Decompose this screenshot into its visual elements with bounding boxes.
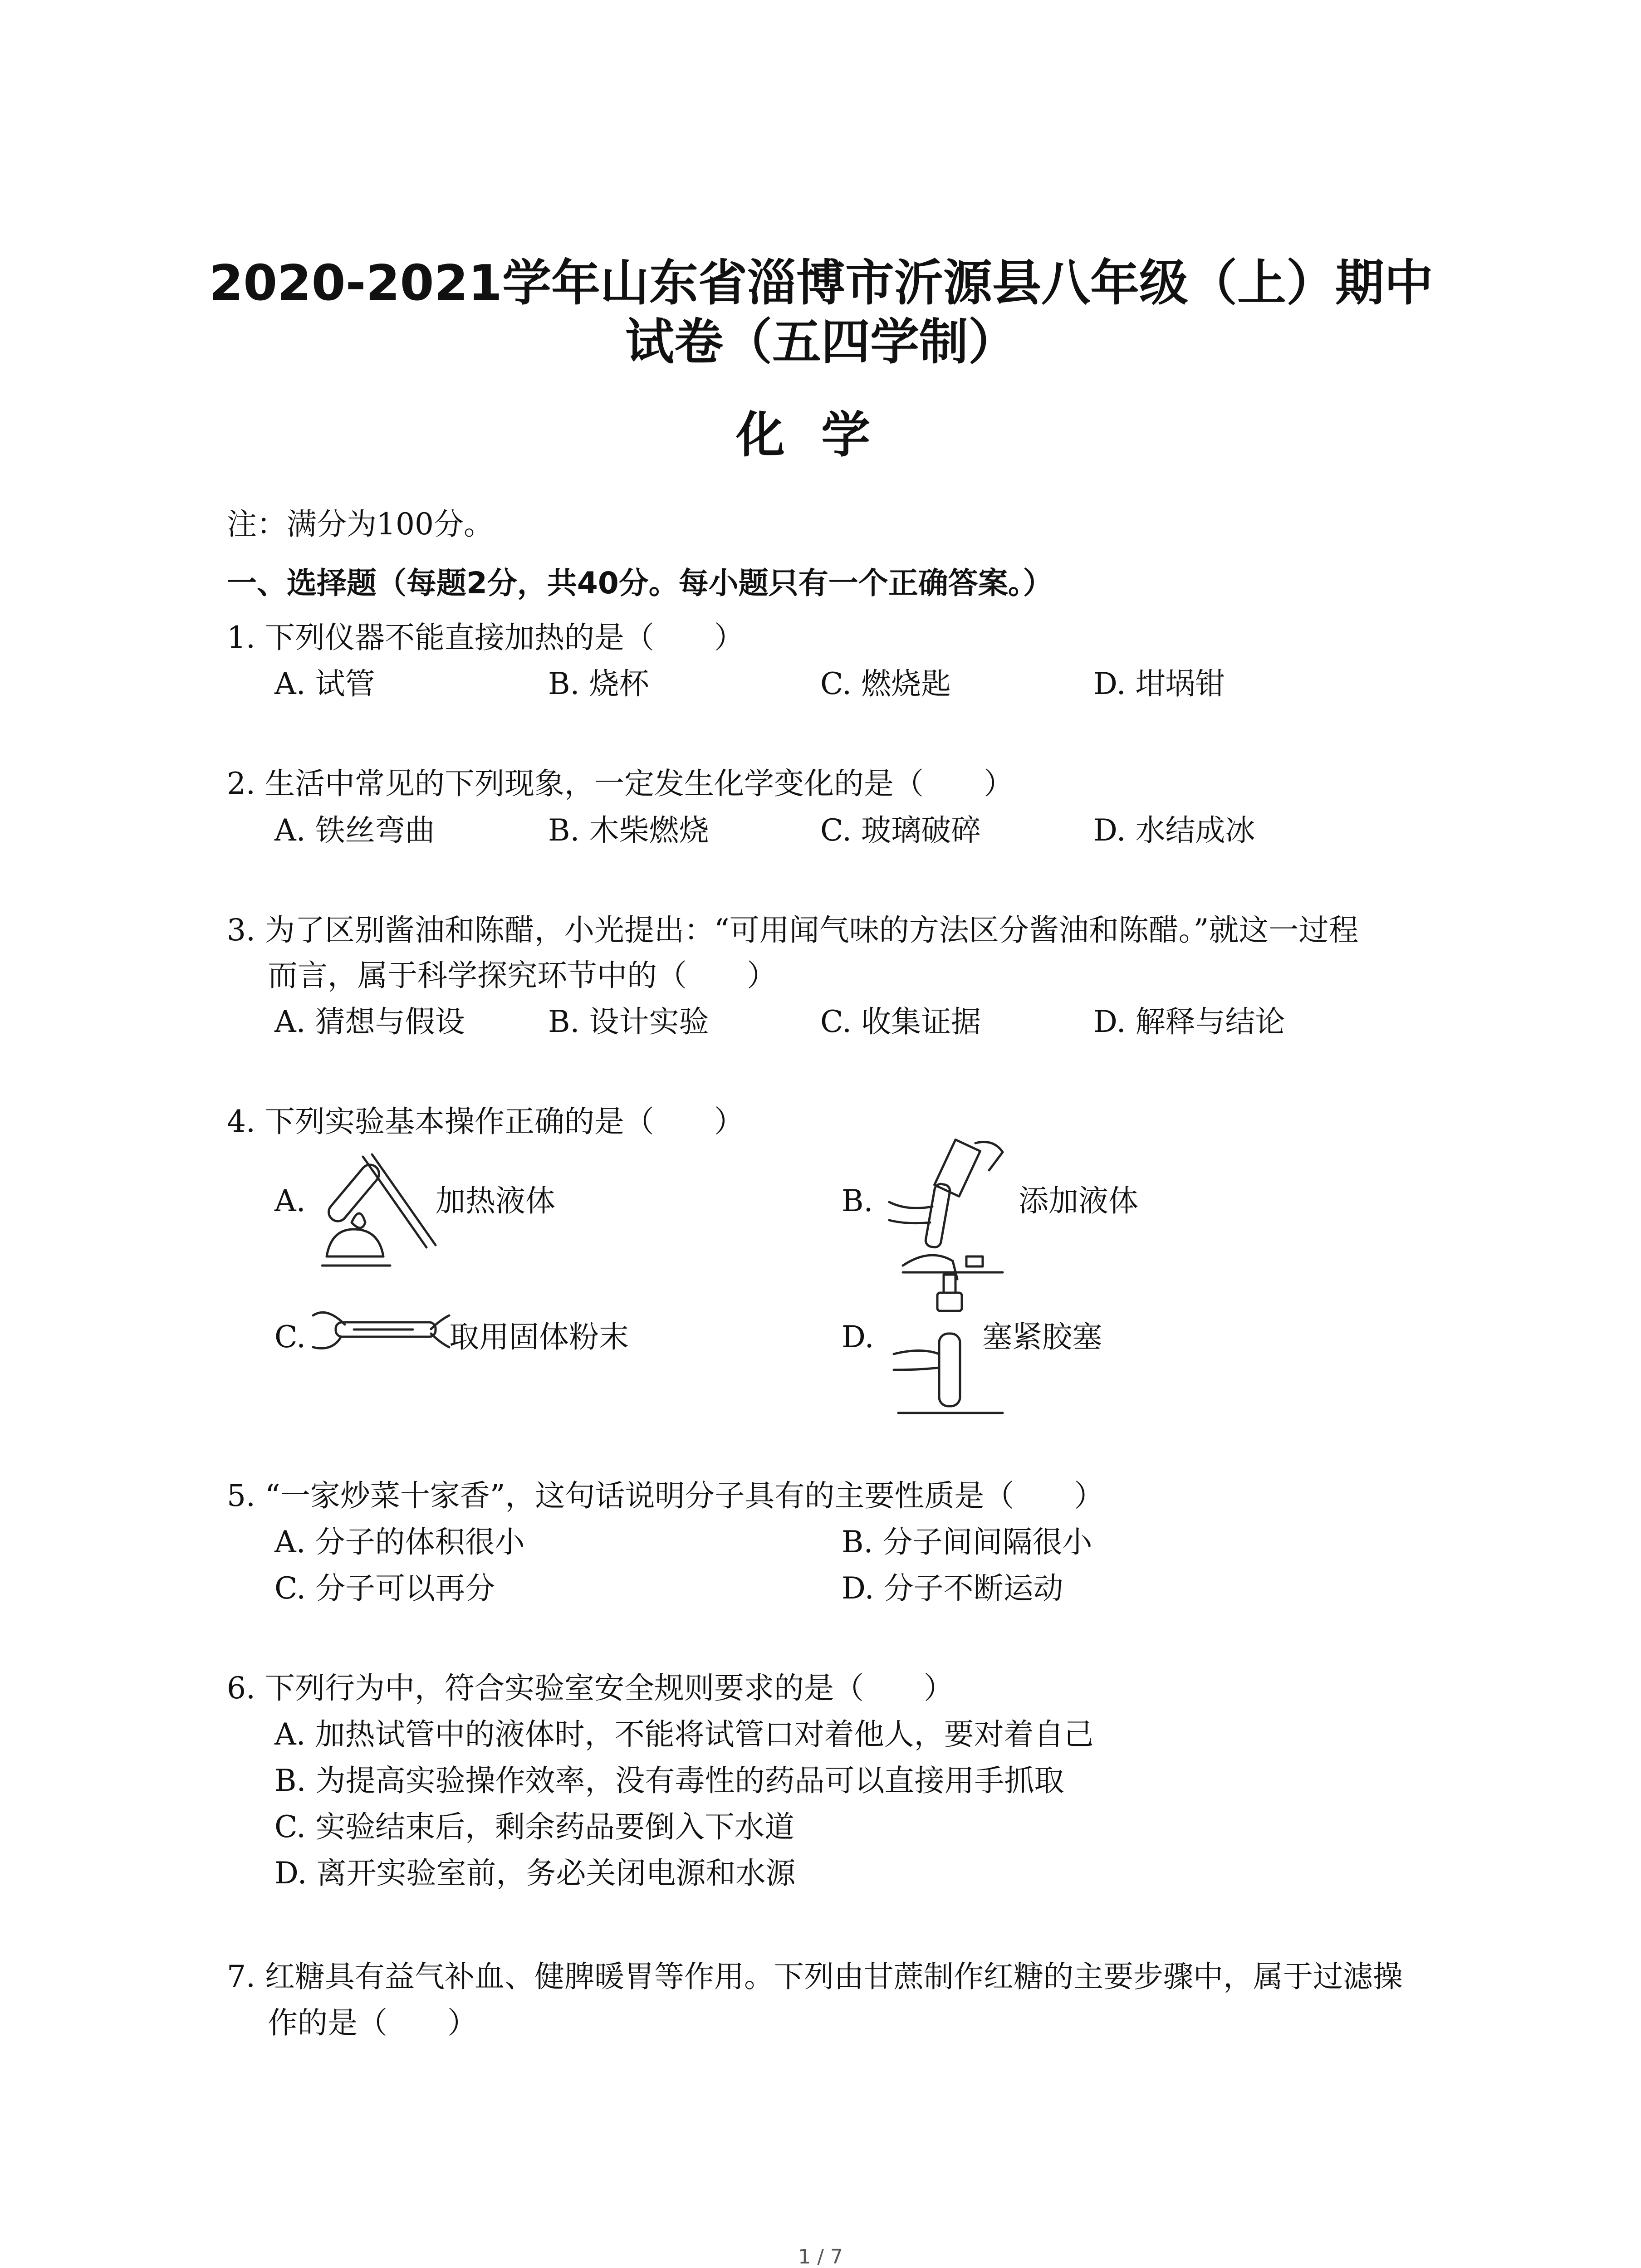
- question-2-option-a: A. 铁丝弯曲: [274, 813, 435, 848]
- question-6-option-a: A. 加热试管中的液体时，不能将试管口对着他人，要对着自己: [274, 1717, 1094, 1752]
- question-2-option-b: B. 木柴燃烧: [548, 813, 709, 848]
- question-2-option-d: D. 水结成冰: [1093, 813, 1255, 848]
- question-5-option-a: A. 分子的体积很小: [274, 1525, 525, 1559]
- heating-liquid-figure: [309, 1143, 445, 1275]
- question-4-option-b-label: 添加液体: [1019, 1183, 1138, 1218]
- question-4-option-d-label: 塞紧胶塞: [982, 1320, 1102, 1354]
- question-3-stem-line2: 而言，属于科学探究环节中的（ ）: [268, 958, 777, 993]
- question-6-option-c: C. 实验结束后，剩余药品要倒入下水道: [274, 1809, 795, 1844]
- question-4-option-c-letter: C.: [274, 1320, 306, 1354]
- question-3-stem-line1: 3. 为了区别酱油和陈醋，小光提出：“可用闻气味的方法区分酱油和陈醋。”就这一过程: [227, 913, 1359, 948]
- question-4-stem: 4. 下列实验基本操作正确的是（ ）: [227, 1104, 744, 1139]
- question-5-option-d: D. 分子不断运动: [842, 1571, 1063, 1606]
- question-1-option-c: C. 燃烧匙: [820, 666, 951, 701]
- question-5-stem: 5. “一家炒菜十家香”，这句话说明分子具有的主要性质是（ ）: [227, 1478, 1104, 1513]
- question-3-option-c: C. 收集证据: [820, 1004, 981, 1039]
- question-7-stem-line1: 7. 红糖具有益气补血、健脾暖胃等作用。下列由甘蔗制作红糖的主要步骤中，属于过滤操: [227, 1959, 1403, 1994]
- question-4-option-b-letter: B.: [842, 1183, 873, 1218]
- exam-title-line1: 2020-2021学年山东省淄博市沂源县八年级（上）期中: [209, 255, 1433, 312]
- question-6-option-d: D. 离开实验室前，务必关闭电源和水源: [274, 1856, 796, 1891]
- question-2-option-c: C. 玻璃破碎: [820, 813, 981, 848]
- question-4-option-a-letter: A.: [274, 1183, 306, 1218]
- taking-powder-figure: [309, 1302, 454, 1361]
- question-5-option-b: B. 分子间间隔很小: [842, 1525, 1092, 1559]
- question-5-option-c: C. 分子可以再分: [274, 1571, 495, 1606]
- question-1-option-a: A. 试管: [274, 666, 375, 701]
- exam-title-line2: 试卷（五四学制）: [625, 314, 1017, 371]
- question-4-option-c-label: 取用固体粉末: [449, 1320, 629, 1354]
- question-1-stem: 1. 下列仪器不能直接加热的是（ ）: [227, 620, 744, 655]
- section-heading: 一、选择题（每题2分，共40分。每小题只有一个正确答案。）: [227, 566, 1053, 601]
- question-3-option-a: A. 猜想与假设: [274, 1004, 465, 1039]
- question-1-option-b: B. 烧杯: [548, 666, 649, 701]
- question-1-option-d: D. 坩埚钳: [1093, 666, 1225, 701]
- question-4-option-d-letter: D.: [842, 1320, 874, 1354]
- subject-title: 化学: [735, 407, 906, 464]
- question-2-stem: 2. 生活中常见的下列现象，一定发生化学变化的是（ ）: [227, 766, 1014, 801]
- question-7-stem-line2: 作的是（ ）: [268, 2005, 477, 2040]
- question-6-option-b: B. 为提高实验操作效率，没有毒性的药品可以直接用手抓取: [274, 1763, 1064, 1798]
- question-3-option-b: B. 设计实验: [548, 1004, 709, 1039]
- page-number: 1 / 7: [798, 2245, 843, 2268]
- question-6-stem: 6. 下列行为中，符合实验室安全规则要求的是（ ）: [227, 1671, 954, 1706]
- question-3-option-d: D. 解释与结论: [1093, 1004, 1285, 1039]
- question-4-option-a-label: 加热液体: [436, 1183, 555, 1218]
- score-note: 注：满分为100分。: [227, 507, 494, 542]
